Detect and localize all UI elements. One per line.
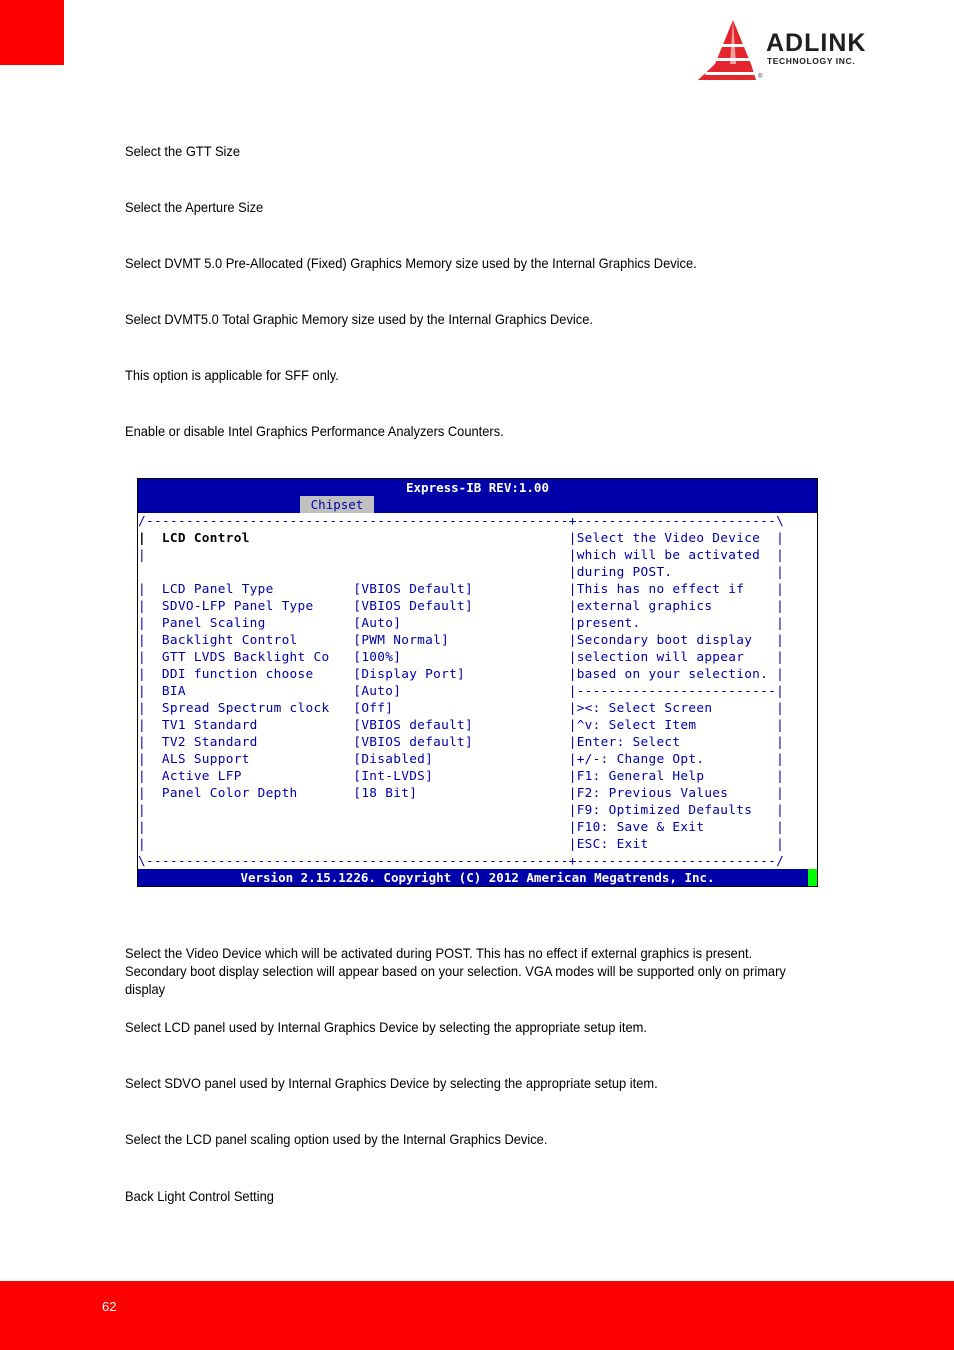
bios-help-text: |which will be activated | <box>568 548 785 563</box>
bios-cursor <box>808 869 817 886</box>
bios-line <box>138 785 817 802</box>
bios-item[interactable]: | GTT LVDS Backlight Co [100%] <box>138 650 569 665</box>
paragraph: Select the Video Device which will be activated during POST. This has no effect if external graphics is present. Secondary boot display selection will appear based on your selection. VGA modes will be supported only on primary display <box>125 945 786 997</box>
paragraph: Select DVMT5.0 Total Graphic Memory size used by the Internal Graphics Device. <box>125 311 593 327</box>
bios-line <box>138 649 817 666</box>
bios-line <box>138 666 817 683</box>
bios-line <box>138 700 817 717</box>
adlink-logo <box>696 18 906 82</box>
bios-line: /-----------------------------------------------------+-------------------------\ <box>138 514 785 529</box>
paragraph: Select the GTT Size <box>125 143 241 159</box>
bios-help-text: |present. | <box>568 616 785 631</box>
bios-line: \-----------------------------------------------------+-------------------------/ <box>138 854 785 869</box>
bios-selected-item[interactable]: | Primary IGFX Boot Dis [VBIOS Default] <box>138 565 569 580</box>
bios-line <box>138 768 817 785</box>
bios-item[interactable]: | BIA [Auto] <box>138 684 569 699</box>
bios-screenshot <box>137 478 818 887</box>
bios-help-text: |during POST. | <box>568 565 785 580</box>
bios-line <box>138 632 817 649</box>
bios-help-text: |F1: General Help | <box>568 769 785 784</box>
bios-tab-chipset[interactable]: Chipset <box>300 496 374 513</box>
paragraph: This option is applicable for SFF only. <box>125 367 339 383</box>
bios-help-text: |Secondary boot display | <box>568 633 785 648</box>
bios-line <box>138 564 817 581</box>
bios-item[interactable]: | Backlight Control [PWM Normal] <box>138 633 569 648</box>
header-red-block <box>0 0 64 65</box>
bios-help-text: |^v: Select Item | <box>568 718 785 733</box>
bios-item[interactable]: | Panel Scaling [Auto] <box>138 616 569 631</box>
bios-title: Express-IB REV:1.00 <box>406 480 549 495</box>
logo-registered-mark: ® <box>758 74 763 80</box>
bios-help-text: |Enter: Select | <box>568 735 785 750</box>
bios-footer-text: Version 2.15.1226. Copyright (C) 2012 American Megatrends, Inc. <box>240 870 715 885</box>
bios-help-text: |><: Select Screen | <box>568 701 785 716</box>
bios-item[interactable]: | LCD Panel Type [VBIOS Default] <box>138 582 569 597</box>
bios-item[interactable]: | Active LFP [Int-LVDS] <box>138 769 569 784</box>
bios-line <box>138 598 817 615</box>
bios-line <box>138 802 817 819</box>
bios-item[interactable]: | SDVO-LFP Panel Type [VBIOS Default] <box>138 599 569 614</box>
bios-help-text: |F9: Optimized Defaults | <box>568 803 785 818</box>
bios-item[interactable]: | <box>138 837 569 852</box>
bios-line <box>138 615 817 632</box>
bios-item[interactable]: | <box>138 548 569 563</box>
bios-line <box>138 581 817 598</box>
bios-line <box>138 819 817 836</box>
bios-footer <box>138 869 817 886</box>
bios-item[interactable]: | DDI function choose [Display Port] <box>138 667 569 682</box>
bios-item[interactable]: | <box>138 820 569 835</box>
paragraph: Select DVMT 5.0 Pre-Allocated (Fixed) Graphics Memory size used by the Internal Graphics Device. <box>125 255 697 271</box>
bios-help-text: |F10: Save & Exit | <box>568 820 785 835</box>
bios-content <box>138 513 817 887</box>
page-number: 62 <box>102 1299 117 1314</box>
bios-help-text: |ESC: Exit | <box>568 837 785 852</box>
bios-item[interactable]: | Spread Spectrum clock [Off] <box>138 701 569 716</box>
bios-line <box>138 836 817 853</box>
bios-line <box>138 751 817 768</box>
bios-item[interactable]: | Panel Color Depth [18 Bit] <box>138 786 569 801</box>
bios-line <box>138 683 817 700</box>
logo-wordmark: ADLINK <box>766 29 867 57</box>
bios-item[interactable]: | ALS Support [Disabled] <box>138 752 569 767</box>
paragraph: Select SDVO panel used by Internal Graphics Device by selecting the appropriate setup item. <box>125 1075 658 1091</box>
bios-title-bar <box>138 479 817 513</box>
paragraph: Select LCD panel used by Internal Graphics Device by selecting the appropriate setup item. <box>125 1019 647 1035</box>
footer-bar <box>0 1281 954 1350</box>
adlink-triangle-icon <box>696 18 766 82</box>
bios-item[interactable]: | <box>138 803 569 818</box>
bios-help-text: |-------------------------| <box>568 684 785 699</box>
bios-item[interactable]: | TV2 Standard [VBIOS default] <box>138 735 569 750</box>
bios-line <box>138 717 817 734</box>
bios-line <box>138 530 817 547</box>
bios-help-text: |F2: Previous Values | <box>568 786 785 801</box>
bios-line <box>138 547 817 564</box>
bios-help-text: |+/-: Change Opt. | <box>568 752 785 767</box>
bios-section-title: | LCD Control <box>138 531 569 546</box>
logo-tagline: TECHNOLOGY INC. <box>767 56 856 66</box>
paragraph: Enable or disable Intel Graphics Performance Analyzers Counters. <box>125 423 504 439</box>
paragraph: Select the LCD panel scaling option used by the Internal Graphics Device. <box>125 1131 548 1147</box>
bios-help-text: |selection will appear | <box>568 650 785 665</box>
bios-help-text: |based on your selection. | <box>568 667 785 682</box>
bios-help-text: |This has no effect if | <box>568 582 785 597</box>
paragraph: Select the Aperture Size <box>125 199 264 215</box>
bios-line <box>138 734 817 751</box>
paragraph: Back Light Control Setting <box>125 1188 274 1204</box>
bios-help-text: |external graphics | <box>568 599 785 614</box>
bios-help-text: |Select the Video Device | <box>568 531 785 546</box>
bios-item[interactable]: | TV1 Standard [VBIOS default] <box>138 718 569 733</box>
